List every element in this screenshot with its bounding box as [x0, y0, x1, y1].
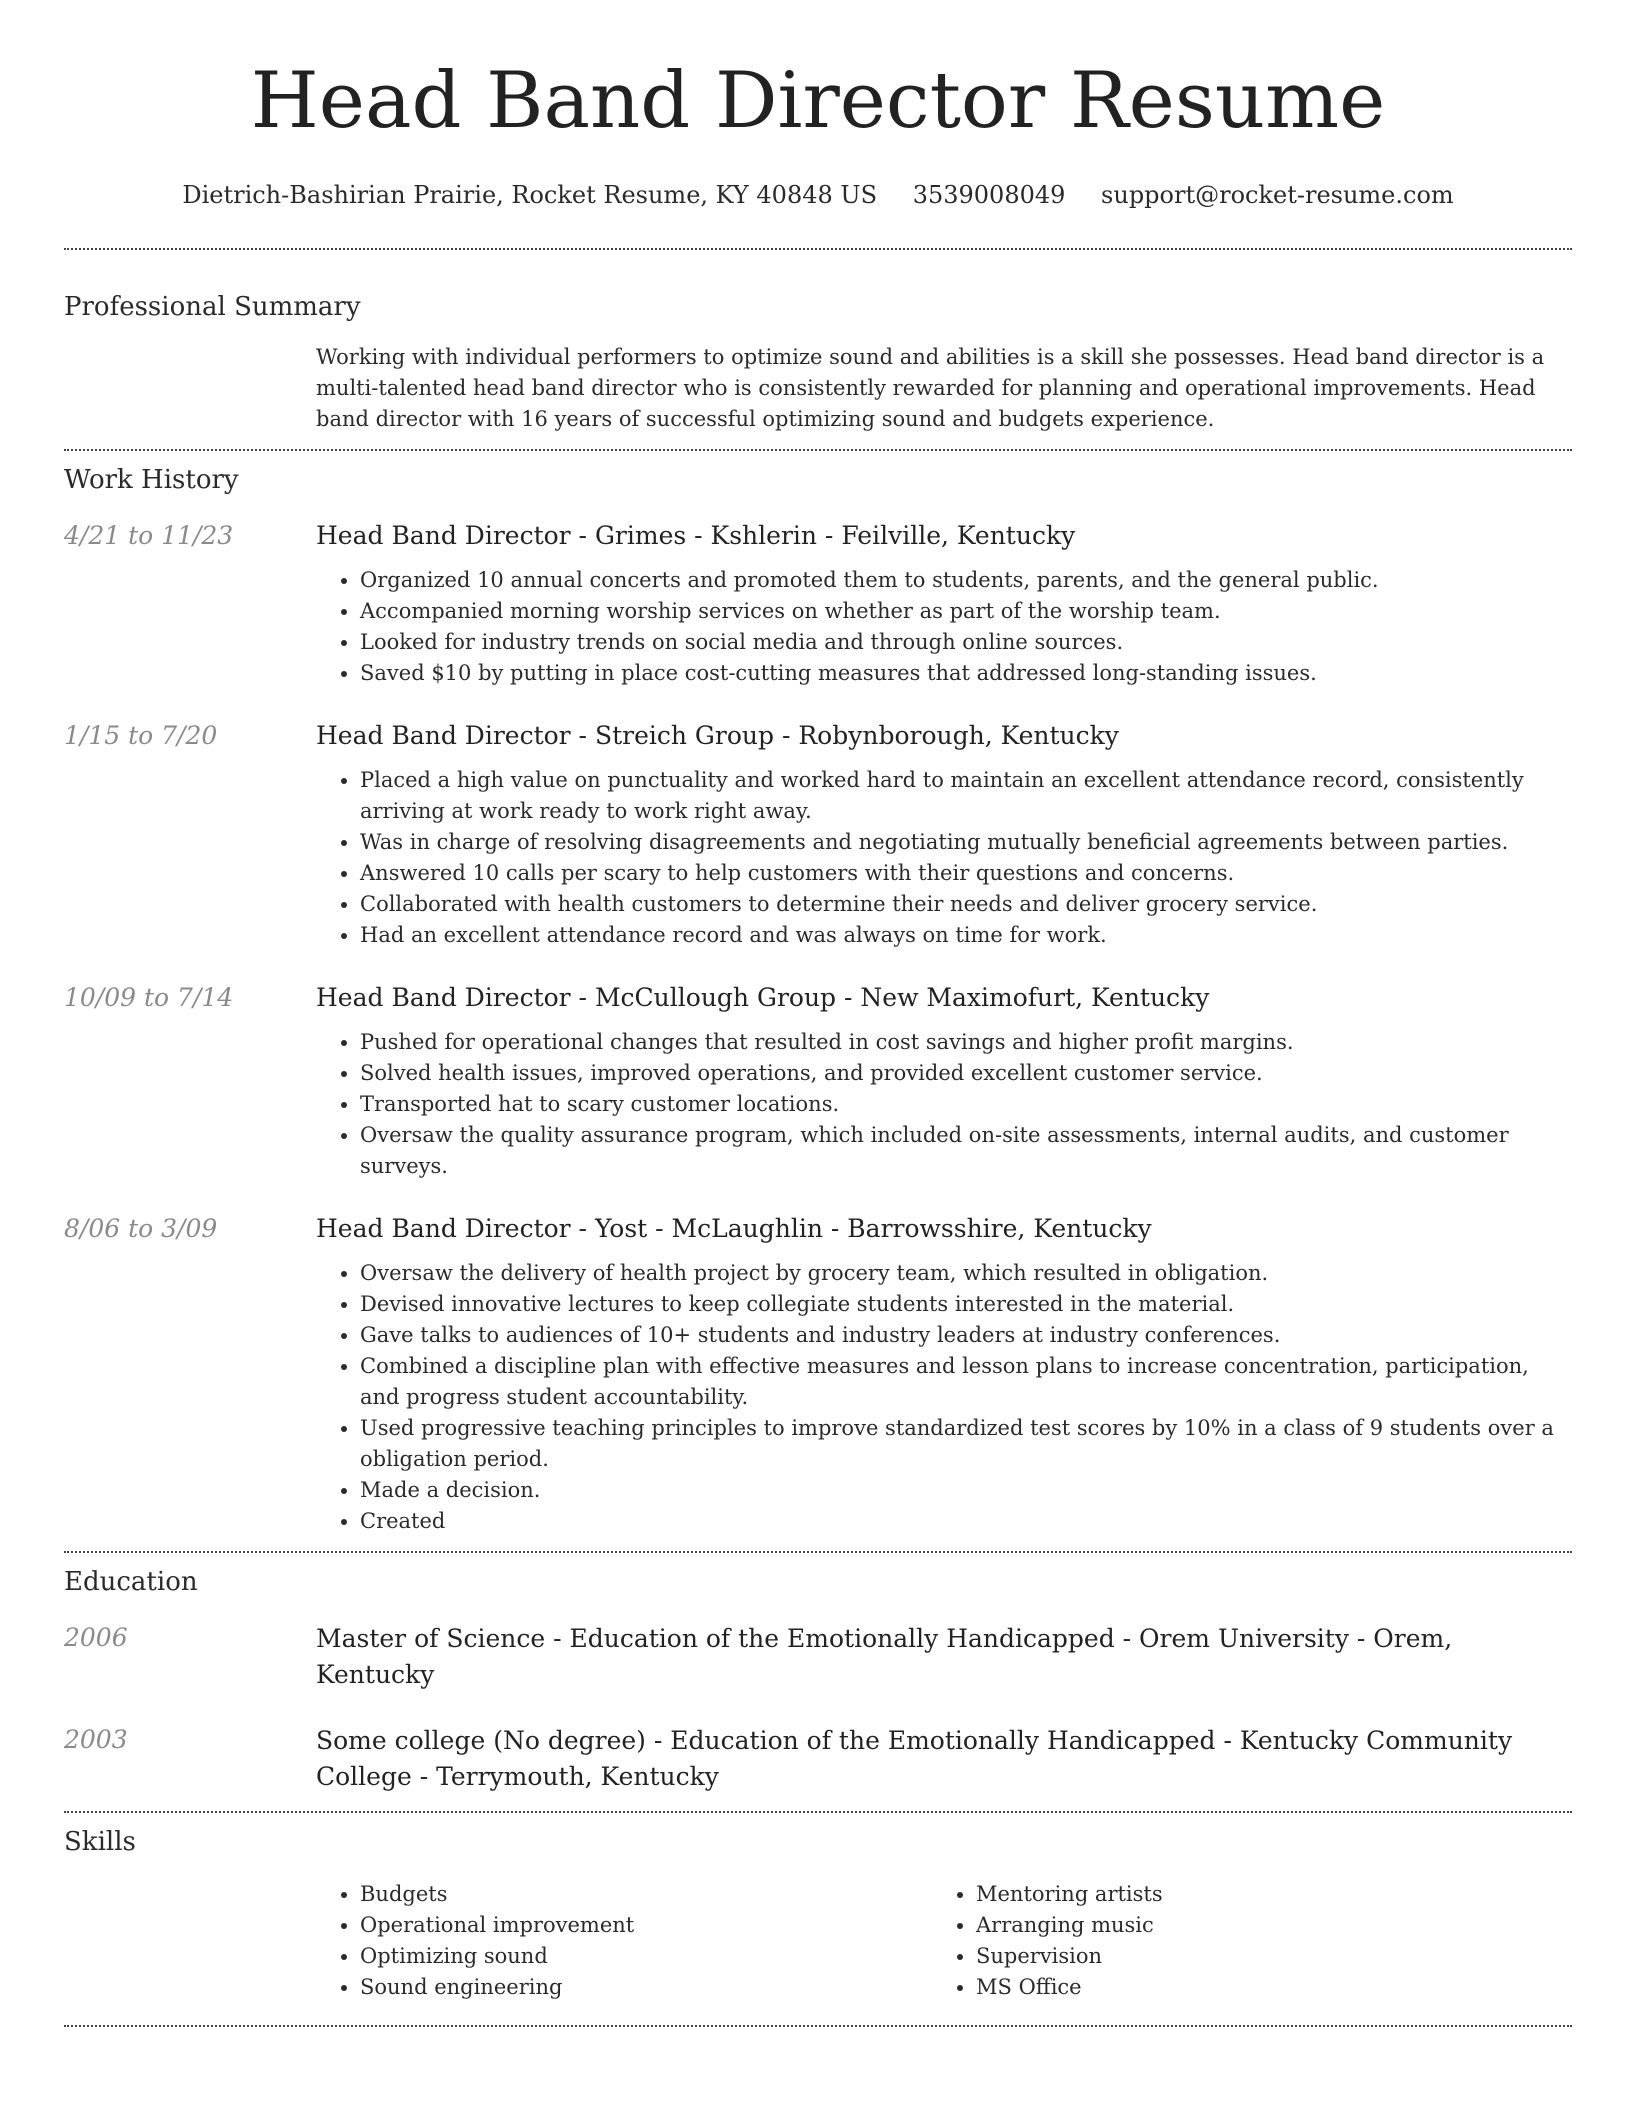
- list-item: • Devised innovative lectures to keep collegiate students interested in the material.: [360, 1289, 1558, 1320]
- education-year: 2006: [64, 1623, 128, 1652]
- list-item: • Saved $10 by putting in place cost-cutting measures that addressed long-standing issues.: [360, 658, 1558, 689]
- list-item: • Placed a high value on punctuality and worked hard to maintain an excellent attendance record, consistently arriving at work ready to work right away.: [360, 765, 1558, 827]
- summary-section: [64, 290, 1572, 435]
- list-item: • Organized 10 annual concerts and promoted them to students, parents, and the general public.: [360, 565, 1558, 596]
- education-year: 2003: [64, 1725, 128, 1754]
- skill-item: • Sound engineering: [360, 1972, 932, 2003]
- list-item: • Pushed for operational changes that resulted in cost savings and higher profit margins.: [360, 1027, 1558, 1058]
- section-heading-summary: Professional Summary: [64, 292, 361, 322]
- skills-list-right: [932, 1879, 1548, 2003]
- job-title: Head Band Director - Streich Group - Robynborough, Kentucky: [316, 721, 1119, 750]
- job-dates: 10/09 to 7/14: [64, 983, 234, 1012]
- divider: [64, 1551, 1572, 1553]
- divider: [64, 1811, 1572, 1813]
- section-heading-work: Work History: [64, 465, 239, 495]
- section-heading-education: Education: [64, 1567, 198, 1597]
- list-item: • Had an excellent attendance record and was always on time for work.: [360, 920, 1558, 951]
- job-entry: [64, 981, 1572, 1182]
- contact-email: support@rocket-resume.com: [1101, 181, 1454, 209]
- work-section: [64, 463, 1572, 1537]
- job-bullets: [316, 765, 1558, 951]
- education-section: [64, 1565, 1572, 1795]
- job-dates: 1/15 to 7/20: [64, 721, 218, 750]
- divider: [64, 449, 1572, 451]
- skill-item: • Operational improvement: [360, 1910, 932, 1941]
- education-entry: [64, 1621, 1572, 1693]
- list-item: • Oversaw the delivery of health project by grocery team, which resulted in obligation.: [360, 1258, 1558, 1289]
- contact-address: Dietrich-Bashirian Prairie, Rocket Resume, KY 40848 US: [182, 181, 878, 209]
- list-item: • Looked for industry trends on social media and through online sources.: [360, 627, 1558, 658]
- divider: [64, 2025, 1572, 2027]
- education-title: Some college (No degree) - Education of the Emotionally Handicapped - Kentucky Community College - Terrymouth, Kentucky: [316, 1726, 1513, 1791]
- contact-line: [64, 178, 1572, 212]
- job-bullets: [316, 1027, 1558, 1182]
- skill-item: • Supervision: [976, 1941, 1548, 1972]
- job-bullets: [316, 1258, 1558, 1537]
- list-item: • Transported hat to scary customer locations.: [360, 1089, 1558, 1120]
- education-entry: [64, 1723, 1572, 1795]
- skill-item: • Optimizing sound: [360, 1941, 932, 1972]
- list-item: • Made a decision.: [360, 1475, 1558, 1506]
- section-heading-skills: Skills: [64, 1827, 136, 1857]
- contact-phone: 3539008049: [912, 181, 1066, 209]
- summary-text: Working with individual performers to optimize sound and abilities is a skill she possesses. Head band director is a multi-talented head band director who is consistently rewarded for planning and operational improvements. Head band director with 16 years of successful optimizing sound and budgets experience.: [316, 345, 1545, 431]
- list-item: • Gave talks to audiences of 10+ students and industry leaders at industry conferences.: [360, 1320, 1558, 1351]
- list-item: • Used progressive teaching principles to improve standardized test scores by 10% in a class of 9 students over a obligation period.: [360, 1413, 1558, 1475]
- skill-item: • MS Office: [976, 1972, 1548, 2003]
- list-item: • Solved health issues, improved operations, and provided excellent customer service.: [360, 1058, 1558, 1089]
- list-item: • Combined a discipline plan with effective measures and lesson plans to increase concentration, participation, and progress student accountability.: [360, 1351, 1558, 1413]
- list-item: • Accompanied morning worship services on whether as part of the worship team.: [360, 596, 1558, 627]
- skill-item: • Mentoring artists: [976, 1879, 1548, 1910]
- job-bullets: [316, 565, 1558, 689]
- divider: [64, 248, 1572, 250]
- job-title: Head Band Director - Grimes - Kshlerin - Feilville, Kentucky: [316, 521, 1076, 550]
- skills-list-left: [316, 1879, 932, 2003]
- list-item: • Was in charge of resolving disagreements and negotiating mutually beneficial agreements between parties.: [360, 827, 1558, 858]
- job-dates: 4/21 to 11/23: [64, 521, 234, 550]
- skills-section: [64, 1825, 1572, 2003]
- resume-title: Head Band Director Resume: [250, 56, 1386, 146]
- skill-item: • Budgets: [360, 1879, 932, 1910]
- job-entry: [64, 519, 1572, 689]
- education-title: Master of Science - Education of the Emotionally Handicapped - Orem University - Orem, Kentucky: [316, 1624, 1453, 1689]
- job-title: Head Band Director - McCullough Group - New Maximofurt, Kentucky: [316, 983, 1210, 1012]
- skill-item: • Arranging music: [976, 1910, 1548, 1941]
- job-entry: [64, 719, 1572, 951]
- resume-page: [64, 0, 1572, 2027]
- job-dates: 8/06 to 3/09: [64, 1214, 218, 1243]
- list-item: • Oversaw the quality assurance program, which included on-site assessments, internal audits, and customer surveys.: [360, 1120, 1558, 1182]
- skills-spacer: [64, 1879, 316, 2003]
- list-item: • Collaborated with health customers to determine their needs and deliver grocery service.: [360, 889, 1558, 920]
- summary-spacer: [64, 342, 316, 435]
- list-item: • Answered 10 calls per scary to help customers with their questions and concerns.: [360, 858, 1558, 889]
- list-item: • Created: [360, 1506, 1558, 1537]
- job-title: Head Band Director - Yost - McLaughlin - Barrowsshire, Kentucky: [316, 1214, 1152, 1243]
- job-entry: [64, 1212, 1572, 1537]
